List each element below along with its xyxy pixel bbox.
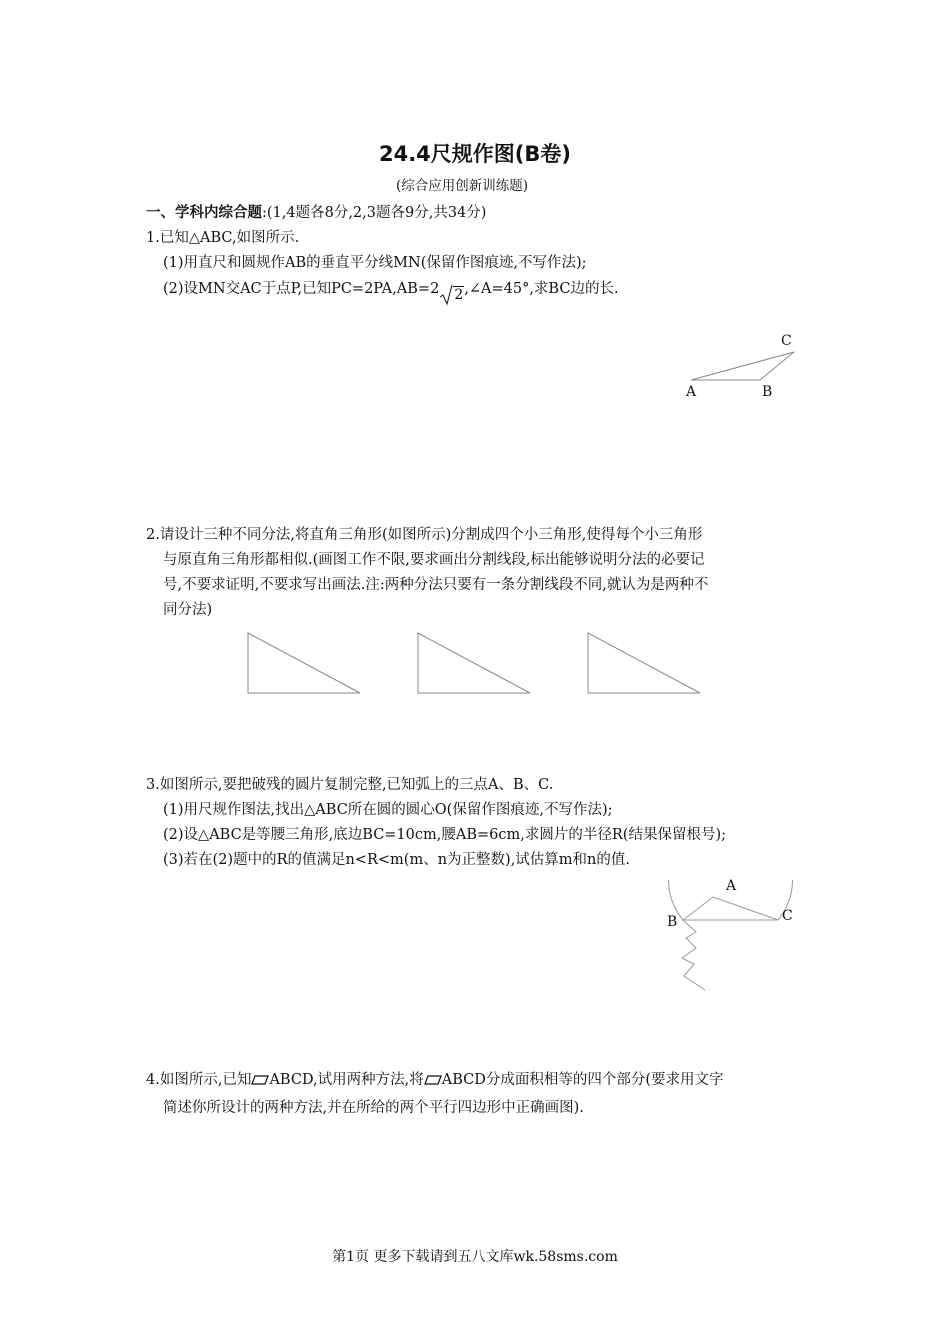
right-triangle-1 (248, 633, 360, 693)
page-subtitle: (综合应用创新训练题) (396, 178, 529, 194)
page-title: 24.4尺规作图(B卷) (378, 142, 571, 166)
q2-line1: 2.请设计三种不同分法,将直角三角形(如图所示)分割成四个小三角形,使得每个小三角形 (146, 527, 703, 543)
q2-line2: 与原直角三角形都相似.(画图工作不限,要求画出分割线段,标出能够说明分法的必要记 (163, 552, 705, 568)
broken-circle (669, 880, 793, 990)
q1-stem: 1.已知△ABC,如图所示. (146, 230, 300, 246)
q2-line3: 号,不要求证明,不要求写出画法.注:两种分法只要有一条分割线段不同,就认为是两种不 (163, 577, 709, 593)
q3-part3: (3)若在(2)题中的R的值满足n<R<m(m、n为正整数),试估算m和n的值. (163, 852, 631, 868)
section-note: :(1,4题各8分,2,3题各9分,共34分) (262, 205, 487, 221)
q3-stem: 3.如图所示,要把破残的圆片复制完整,已知弧上的三点A、B、C. (146, 777, 554, 793)
q1-part1: (1)用直尺和圆规作AB的垂直平分线MN(保留作图痕迹,不写作法); (163, 255, 587, 271)
q3-label-a: A (726, 878, 737, 894)
q3-broken-disc-figure (660, 880, 800, 1025)
parallelogram-icon (424, 1075, 442, 1085)
right-triangle-3 (588, 633, 700, 693)
q3-part1: (1)用尺规作图法,找出△ABC所在圆的圆心O(保留作图痕迹,不写作法); (163, 802, 613, 818)
q4-line1-c: ABCD分成面积相等的四个部分(要求用文字 (441, 1072, 724, 1088)
q1-label-b: B (762, 384, 773, 400)
triangle-abc (691, 352, 794, 380)
sqrt-symbol (439, 284, 464, 306)
sqrt-radicand: 2 (454, 287, 464, 303)
q1-label-c: C (781, 333, 792, 349)
section-heading-line (146, 203, 486, 223)
right-triangle-2 (418, 633, 530, 693)
q1-label-a: A (686, 384, 697, 400)
q1-part2 (163, 278, 619, 303)
q4-line1 (146, 1070, 724, 1090)
section-heading: 一、学科内综合题 (146, 205, 262, 221)
q1-part2-a: (2)设MN交AC于点P,已知PC=2PA,AB=2 (163, 281, 440, 297)
parallelogram-icon (251, 1075, 269, 1085)
q4-line1-b: ABCD,试用两种方法,将 (269, 1072, 424, 1088)
q1-part2-b: ,∠A=45°,求BC边的长. (464, 281, 619, 297)
page-footer: 第1页 更多下载请到五八文库wk.58sms.com (332, 1249, 618, 1265)
q2-triangles-figure (240, 630, 710, 700)
q2-line4: 同分法) (163, 602, 213, 618)
q3-label-b: B (667, 914, 678, 930)
q4-line1-a: 4.如图所示,已知 (146, 1072, 252, 1088)
q3-label-c: C (782, 908, 793, 924)
q4-line2: 简述你所设计的两种方法,并在所给的两个平行四边形中正确画图). (163, 1100, 584, 1116)
q3-part2: (2)设△ABC是等腰三角形,底边BC=10cm,腰AB=6cm,求圆片的半径R(结果保留根号); (163, 827, 726, 843)
